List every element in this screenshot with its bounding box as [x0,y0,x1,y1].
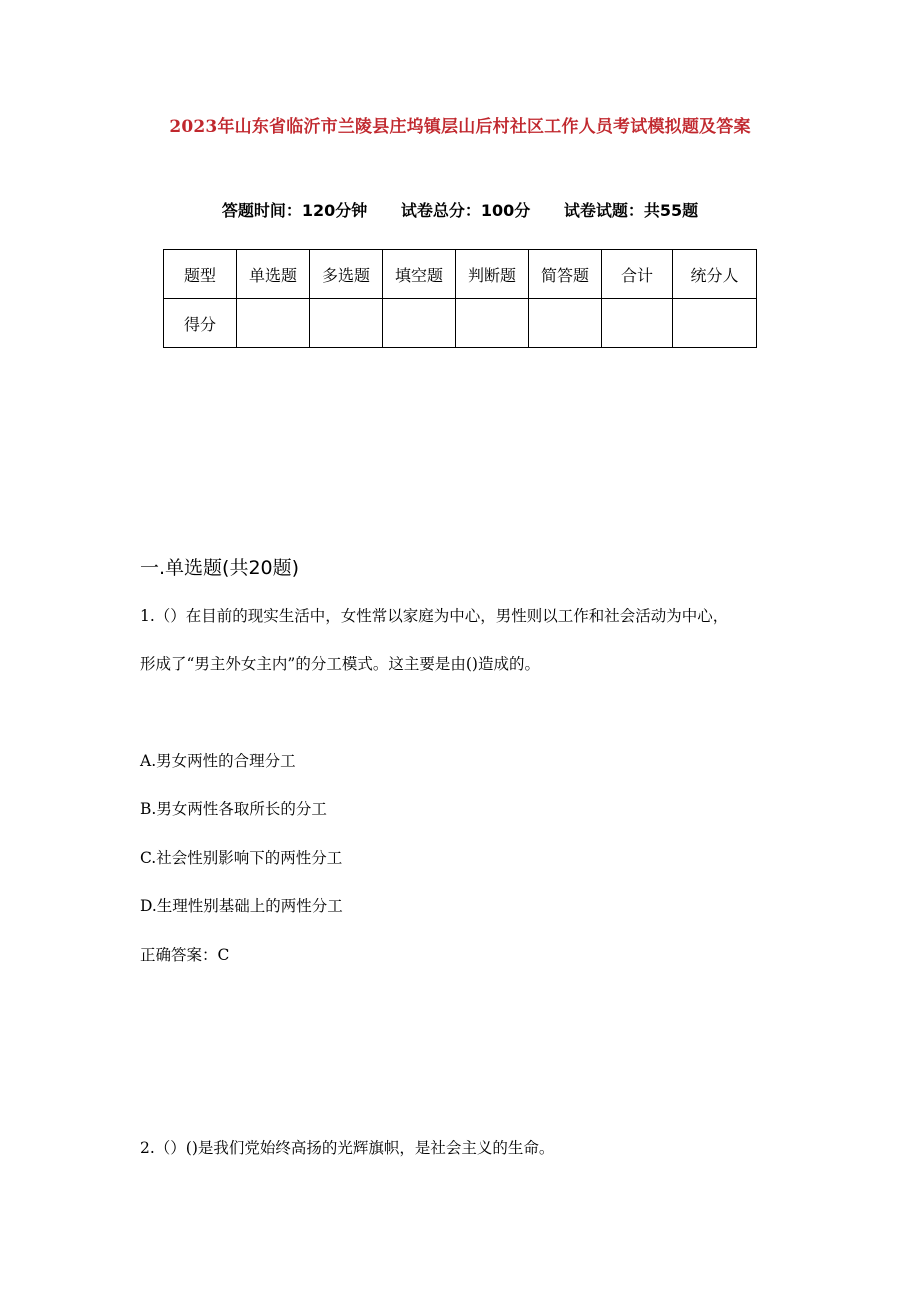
question-1-stem-line-1: 1.（）在目前的现实生活中，女性常以家庭为中心，男性则以工作和社会活动为中心， [140,607,729,625]
score-table-score-row [164,299,757,348]
score-table [163,249,757,348]
score-cell[interactable] [310,299,383,348]
score-header-cell: 合计 [602,250,673,299]
page-title: 2023年山东省临沂市兰陵县庄坞镇层山后村社区工作人员考试模拟题及答案 [169,117,751,137]
exam-question-count: 试卷试题：共55题 [563,201,699,220]
score-cell[interactable] [456,299,529,348]
score-header-cell: 题型 [164,250,237,299]
score-header-cell: 简答题 [529,250,602,299]
exam-time: 答题时间：120分钟 [221,201,368,220]
question-1-option-b: B.男女两性各取所长的分工 [140,800,327,818]
question-2-stem-line-1: 2.（）()是我们党始终高扬的光辉旗帜，是社会主义的生命。 [140,1139,555,1157]
section-title: 一.单选题(共20题) [140,557,300,579]
exam-total-score: 试卷总分：100分 [400,201,531,220]
score-cell[interactable] [602,299,673,348]
score-row-label: 得分 [164,299,237,348]
question-1-answer: 正确答案：C [140,946,230,964]
score-table-header-row [164,250,757,299]
score-header-cell: 判断题 [456,250,529,299]
question-1-option-a: A.男女两性的合理分工 [140,752,296,770]
score-cell[interactable] [529,299,602,348]
question-1-stem-line-2: 形成了“男主外女主内”的分工模式。这主要是由()造成的。 [140,655,540,673]
score-cell[interactable] [383,299,456,348]
score-cell[interactable] [237,299,310,348]
score-cell[interactable] [673,299,757,348]
exam-meta [0,198,920,221]
question-1-option-c: C.社会性别影响下的两性分工 [140,849,343,867]
score-header-cell: 统分人 [673,250,757,299]
score-header-cell: 单选题 [237,250,310,299]
score-header-cell: 填空题 [383,250,456,299]
question-1-option-d: D.生理性别基础上的两性分工 [140,897,343,915]
score-header-cell: 多选题 [310,250,383,299]
